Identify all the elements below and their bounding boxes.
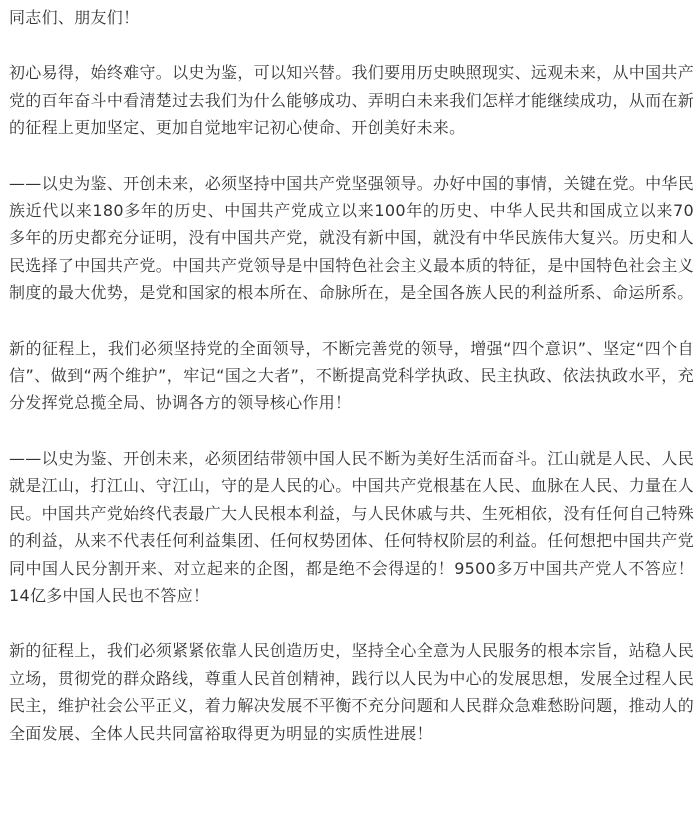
paragraph-1: 初心易得，始终难守。以史为鉴，可以知兴替。我们要用历史映照现实、远观未来，从中国共产党的百年奋斗中看清楚过去我们为什么能够成功、弄明白未来我们怎样才能继续成功，从而在新的征程上更加坚定、更加自觉地牢记初心使命、开创美好未来。 xyxy=(9,63,694,138)
paragraph-4: ——以史为鉴、开创未来，必须团结带领中国人民不断为美好生活而奋斗。江山就是人民、人民就是江山，打江山、守江山，守的是人民的心。中国共产党根基在人民、血脉在人民、力量在人民。中国共产党始终代表最广大人民根本利益，与人民休戚与共、生死相依，没有任何自己特殊的利益，从来不代表任何利益集团、任何权势团体、任何特权阶层的利益。任何想把中国共产党同中国人民分割开来、对立起来的企图，都是绝不会得逞的！9500多万中国共产党人不答应！14亿多中国人民也不答应！ xyxy=(9,448,694,605)
paragraph-5: 新的征程上，我们必须紧紧依靠人民创造历史，坚持全心全意为人民服务的根本宗旨，站稳人民立场，贯彻党的群众路线，尊重人民首创精神，践行以人民为中心的发展思想，发展全过程人民民主，维护社会公平正义，着力解决发展不平衡不充分问题和人民群众急难愁盼问题，推动人的全面发展、全体人民共同富裕取得更为明显的实质性进展！ xyxy=(9,641,694,743)
paragraph-2: ——以史为鉴、开创未来，必须坚持中国共产党坚强领导。办好中国的事情，关键在党。中华民族近代以来180多年的历史、中国共产党成立以来100年的历史、中华人民共和国成立以来70多年的历史都充分证明，没有中国共产党，就没有新中国，就没有中华民族伟大复兴。历史和人民选择了中国共产党。中国共产党领导是中国特色社会主义最本质的特征，是中国特色社会主义制度的最大优势，是党和国家的根本所在、命脉所在，是全国各族人民的利益所系、命运所系。 xyxy=(9,173,694,303)
greeting: 同志们、朋友们！ xyxy=(9,8,140,27)
paragraph-3: 新的征程上，我们必须坚持党的全面领导，不断完善党的领导，增强“四个意识”、坚定“四个自信”、做到“两个维护”，牢记“国之大者”，不断提高党科学执政、民主执政、依法执政水平，充分发挥党总揽全局、协调各方的领导核心作用！ xyxy=(9,338,694,413)
